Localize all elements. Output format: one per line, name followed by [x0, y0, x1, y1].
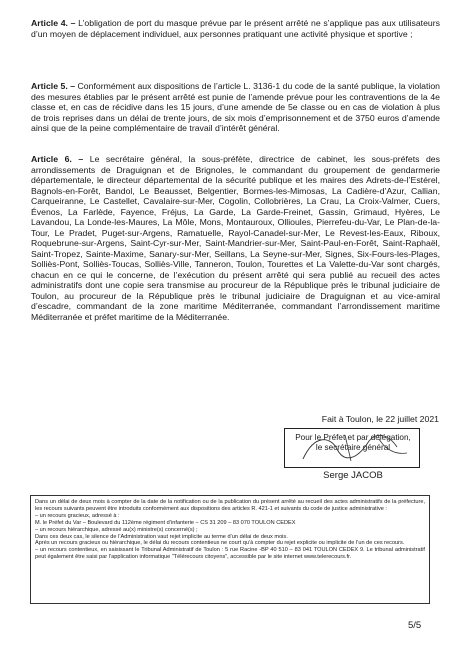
recours-line-2: – un recours gracieux, adressé à :	[35, 512, 120, 519]
recours-box	[30, 495, 430, 604]
handwritten-signature	[285, 429, 419, 467]
date-line: Fait à Toulon, le 22 juillet 2021	[321, 414, 439, 424]
article-6	[31, 154, 440, 322]
article-6-text: Le secrétaire général, la sous-préfète, directrice de cabinet, les sous-préfets des arrondissements de Draguignan et de Brignoles, le commandant du groupement de gendarmerie départementale, le directeur départemental de la sécurité publique et les maires des Adrets-de-l’Estérel, Bagnols-en-Forêt, Bandol, Le Beausset, Belgentier, Bormes-les-Mimosas, La Cadière-d’Azur, Callian, Carqueiranne, Le Castellet, Cavalaire-sur-Mer, Cogolin, Collobrières, La Crau, La Croix-Valmer, Cuers, Évenos, La Farlède, Fayence, Fréjus, La Garde, La Garde-Freinet, Gassin, Grimaud, Hyères, Le Lavandou, La Londe-les-Maures, La Môle, Mons, Montauroux, Ollioules, Pierrefeu-du-Var, Le Plan-de-la-Tour, Le Pradet, Puget-sur-Argens, Ramatuelle, Rayol-Canadel-sur-Mer, Le Revest-les-Eaux, Riboux, Roquebrune-sur-Argens, Saint-Cyr-sur-Mer, Saint-Mandrier-sur-Mer, Saint-Paul-en-Forêt, Saint-Raphaël, Saint-Tropez, Sainte-Maxime, Sanary-sur-Mer, Seillans, La Seyne-sur-Mer, Signes, Six-Fours-les-Plages, Solliès-Pont, Solliès-Toucas, Solliès-Ville, Tanneron, Toulon, Tourettes et La Valette-du-Var sont chargés, chacun en ce qui le concerne, de l’exécution du présent arrêté qui sera publié au recueil des actes administratifs dont une copie sera transmise au procureur de la République près le tribunal judiciaire de Toulon, au procureur de la République près le tribunal judiciaire de Draguignan et au vice-amiral d’escadre, commandant de la zone maritime Méditerranée, commandant l’arrondissement maritime Méditerranée et préfet maritime de la Méditerranée.	[31, 154, 440, 322]
recours-line-5: Dans ces deux cas, le silence de l’Administration vaut rejet implicite au terme d’un délai de deux mois.	[35, 533, 288, 540]
article-4	[31, 18, 440, 39]
article-4-number: Article 4. –	[31, 18, 76, 28]
article-4-text: L’obligation de port du masque prévue par le présent arrêté ne s’applique pas aux utilisateurs d’un moyen de déplacement individuel, aux personnes pratiquant une activité physique et sportive ;	[31, 18, 440, 39]
article-5	[31, 81, 440, 134]
recours-line-3: M. le Préfet du Var – Boulevard du 112ème régiment d’infanterie – CS 31 209 – 83 070 TOULON CEDEX	[35, 519, 296, 526]
signature-stamp	[284, 428, 420, 468]
recours-line-7: – un recours contentieux, en saisissant le Tribunal Administratif de Toulon : 5 rue Racine -BP 40 510 – 83 041 TOULON CEDEX 9. Le tribunal administratif peut également être saisi par l’application informatique “Télérecours citoyens”, accessible par le site internet www.telerecours.fr.	[35, 547, 425, 561]
recours-line-6: Après un recours gracieux ou hiérarchique, le délai du recours contentieux ne court qu’à compter du rejet explicite ou implicite de l’un de ces recours.	[35, 540, 405, 547]
page-number: 5/5	[408, 620, 422, 631]
delegation-line-2: le secrétaire général	[315, 443, 391, 452]
delegation-line-1: Pour le Préfet et par délégation,	[295, 433, 411, 442]
signer-name: Serge JACOB	[323, 470, 383, 481]
recours-line-1: Dans un délai de deux mois à compter de la date de la notification ou de la publication du présent arrêté au recueil des actes administratifs de la préfecture, les recours suivants peuvent être introduits conformément aux dispositions des articles R. 421-1 et suivants du code de justice administrative :	[35, 499, 425, 512]
article-5-number: Article 5. –	[31, 81, 76, 91]
article-6-number: Article 6. –	[31, 154, 84, 164]
recours-line-4: – un recours hiérarchique, adressé au(x) ministre(s) concerné(s) ;	[35, 526, 198, 533]
article-5-text: Conformément aux dispositions de l’article L. 3136-1 du code de la santé publique, la violation des mesures établies par le présent arrêté est punie de l’amende prévue pour les contraventions de la 4e classe et, en cas de récidive dans les 15 jours, d’une amende de 5e classe ou en cas de violation à plus de trois reprises dans un délai de trente jours, de six mois d’emprisonnement et de 3750 euros d’amende ainsi que de la peine complémentaire de travail d’intérêt général.	[31, 81, 440, 133]
